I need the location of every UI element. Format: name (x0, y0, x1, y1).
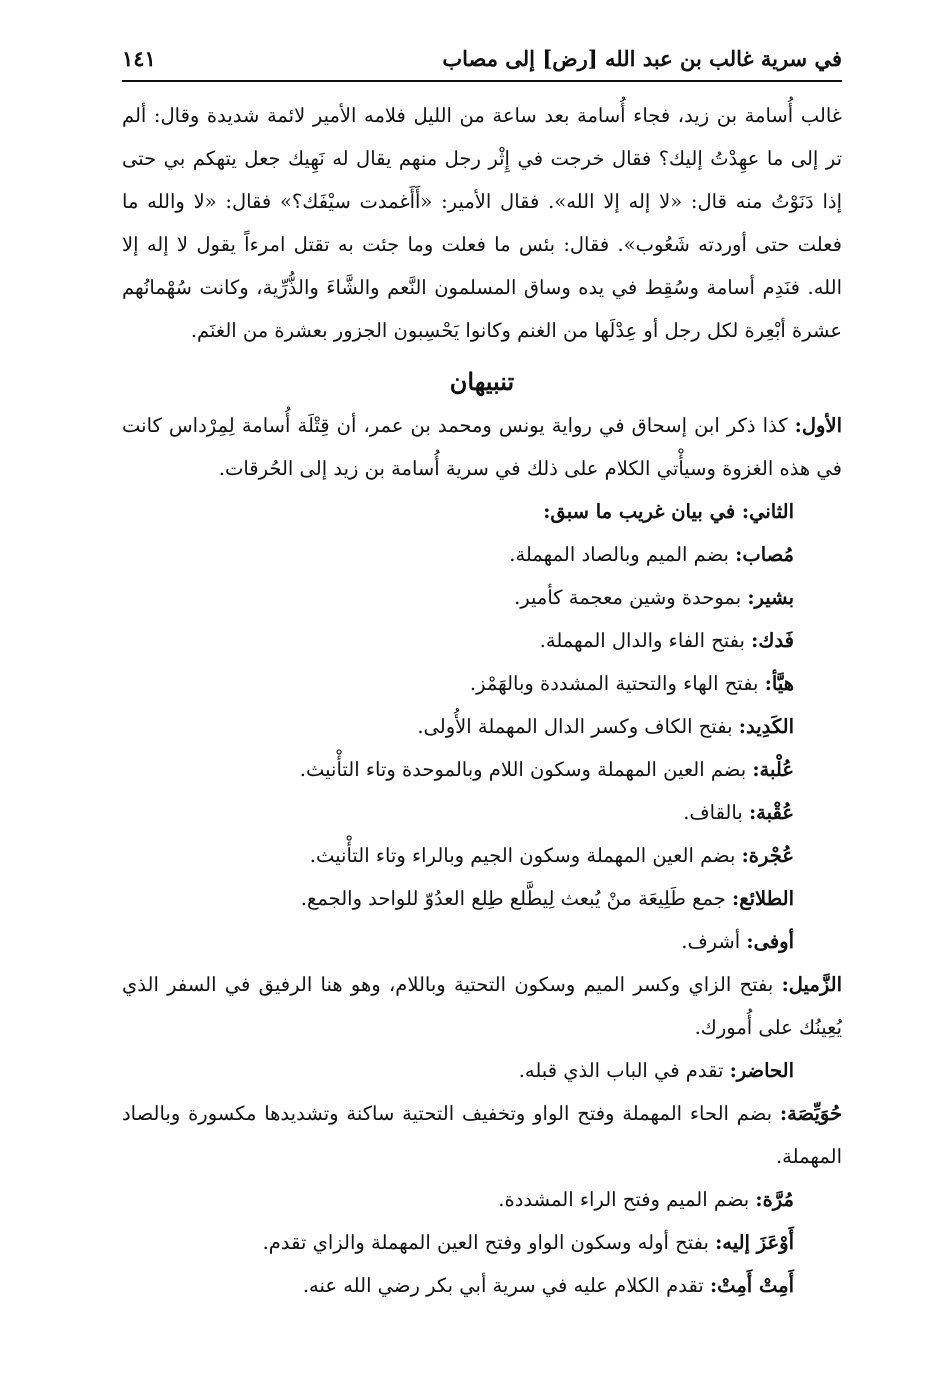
glossary-entry (122, 533, 842, 576)
glossary-definition: بفتح الزاي وكسر الميم وسكون التحتية وباللام، وهو هنا الرفيق في السفر الذي يُعِينُك على أُمورك. (122, 973, 842, 1039)
glossary-term: هيَّأ: (764, 672, 794, 695)
glossary-term: الكَدِيد: (738, 715, 794, 738)
glossary-entry (122, 791, 842, 834)
glossary-entry (122, 963, 842, 1049)
glossary-definition: بضم الميم وفتح الراء المشددة. (498, 1188, 756, 1211)
glossary-definition: بضم العين المهملة وسكون اللام وبالموحدة وتاء التأْنيث. (299, 758, 753, 781)
glossary-entry (122, 834, 842, 877)
glossary-entry (122, 1221, 842, 1264)
glossary-entry (122, 1049, 842, 1092)
running-title: في سرية غالب بن عبد الله [رض] إلى مصاب (442, 46, 842, 71)
glossary-definition: تقدم الكلام عليه في سرية أبي بكر رضي الله عنه. (302, 1274, 710, 1297)
glossary-entry (122, 920, 842, 963)
glossary-definition: بضم العين المهملة وسكون الجيم وبالراء وتاء التأْنيث. (309, 844, 742, 867)
glossary-definition: بالقاف. (683, 801, 749, 824)
section-title: تنبيهان (449, 367, 515, 396)
glossary-entry (122, 576, 842, 619)
glossary-entry (122, 748, 842, 791)
glossary-term: فَدك: (751, 629, 794, 652)
glossary-term: الزَّميل: (781, 973, 842, 996)
glossary-entry (122, 1264, 842, 1307)
glossary-term: مُصاب: (735, 543, 794, 566)
page-header (122, 40, 842, 82)
glossary-definition: بفتح الهاء والتحتية المشددة وبالهَمْز. (469, 672, 765, 695)
glossary-definition: بفتح الكاف وكسر الدال المهملة الأُولى. (417, 715, 739, 738)
glossary-definition: بضم الحاء المهملة وفتح الواو وتخفيف التحتية ساكنة وتشديدها مكسورة وبالصاد المهملة. (122, 1102, 842, 1168)
glossary-entry (122, 662, 842, 705)
glossary-entry (122, 705, 842, 748)
glossary-list (122, 533, 842, 1307)
glossary-term: أَمِتْ أَمِتْ: (709, 1274, 794, 1297)
first-note (122, 404, 842, 490)
glossary-definition: تقدم في الباب الذي قبله. (518, 1059, 730, 1082)
glossary-definition: بفتح أوله وسكون الواو وفتح العين المهملة والزاي تقدم. (262, 1231, 716, 1254)
intro-paragraph: غالب أُسامة بن زيد، فجاء أُسامة بعد ساعة من الليل فلامه الأمير لائمة شديدة وقال: ألم تر إلى ما عهِدْتُ إليك؟ فقال خرجت في إِثْر رجل منهم يقال له نَهِيك جعل يتهكم بي حتى إذا دَنَوْتُ منه قال: «لا إله إلا الله». فقال الأمير: «أَأَغمدت سيْفَك؟» فقال: «لا والله ما فعلت حتى أوردته شَعُوب». فقال: بئس ما فعلت وما جئت به تقتل امرءاً يقول لا إله إلا الله. فنَدِم أسامة وسُقِط في يده وساق المسلمون النَّعم والشَّاءَ والذُّرِّية، وكانت سُهْمانُهم عشرة أبْعِرة لكل رجل أو عِدْلَها من الغنم وكانوا يَحْسِبون الجزور بعشرة من الغنَم. (122, 104, 842, 342)
glossary-term: أَوْعَزَ إليه: (715, 1231, 794, 1254)
glossary-definition: بضم الميم وبالصاد المهملة. (509, 543, 736, 566)
glossary-term: عُجْرة: (741, 844, 794, 867)
page-number: ١٤١ (122, 46, 156, 71)
glossary-term: الحاضر: (729, 1059, 794, 1082)
glossary-term: الطلائع: (732, 887, 794, 910)
glossary-term: أوفى: (746, 930, 794, 953)
first-note-label: الأول: (794, 414, 842, 437)
glossary-term: حُوَيِّصَة: (779, 1102, 842, 1125)
second-note-heading: الثاني: في بيان غريب ما سبق: (543, 500, 794, 523)
glossary-term: مُرَّة: (755, 1188, 794, 1211)
glossary-entry (122, 1178, 842, 1221)
glossary-entry (122, 619, 842, 662)
glossary-definition: أشرف. (681, 930, 747, 953)
page-body (122, 94, 842, 1307)
glossary-term: بشير: (747, 586, 794, 609)
glossary-entry (122, 877, 842, 920)
glossary-definition: بموحدة وشين معجمة كأمير. (514, 586, 748, 609)
first-note-text: كذا ذكر ابن إسحاق في رواية يونس ومحمد بن عمر، أن قِتْلَة أُسامة لِمِرْداس كانت في هذه الغزوة وسيأْتي الكلام على ذلك في سرية أُسامة بن زيد إلى الحُرقات. (122, 414, 842, 480)
glossary-entry (122, 1092, 842, 1178)
glossary-term: عُقْبة: (748, 801, 794, 824)
glossary-definition: بفتح الفاء والدال المهملة. (539, 629, 752, 652)
book-page (122, 40, 842, 1307)
glossary-term: عُلْبة: (752, 758, 794, 781)
glossary-definition: جمع طَلِيعَة منْ يُبعث لِيطَّلع طِلع العدُوّ للواحد والجمع. (300, 887, 732, 910)
